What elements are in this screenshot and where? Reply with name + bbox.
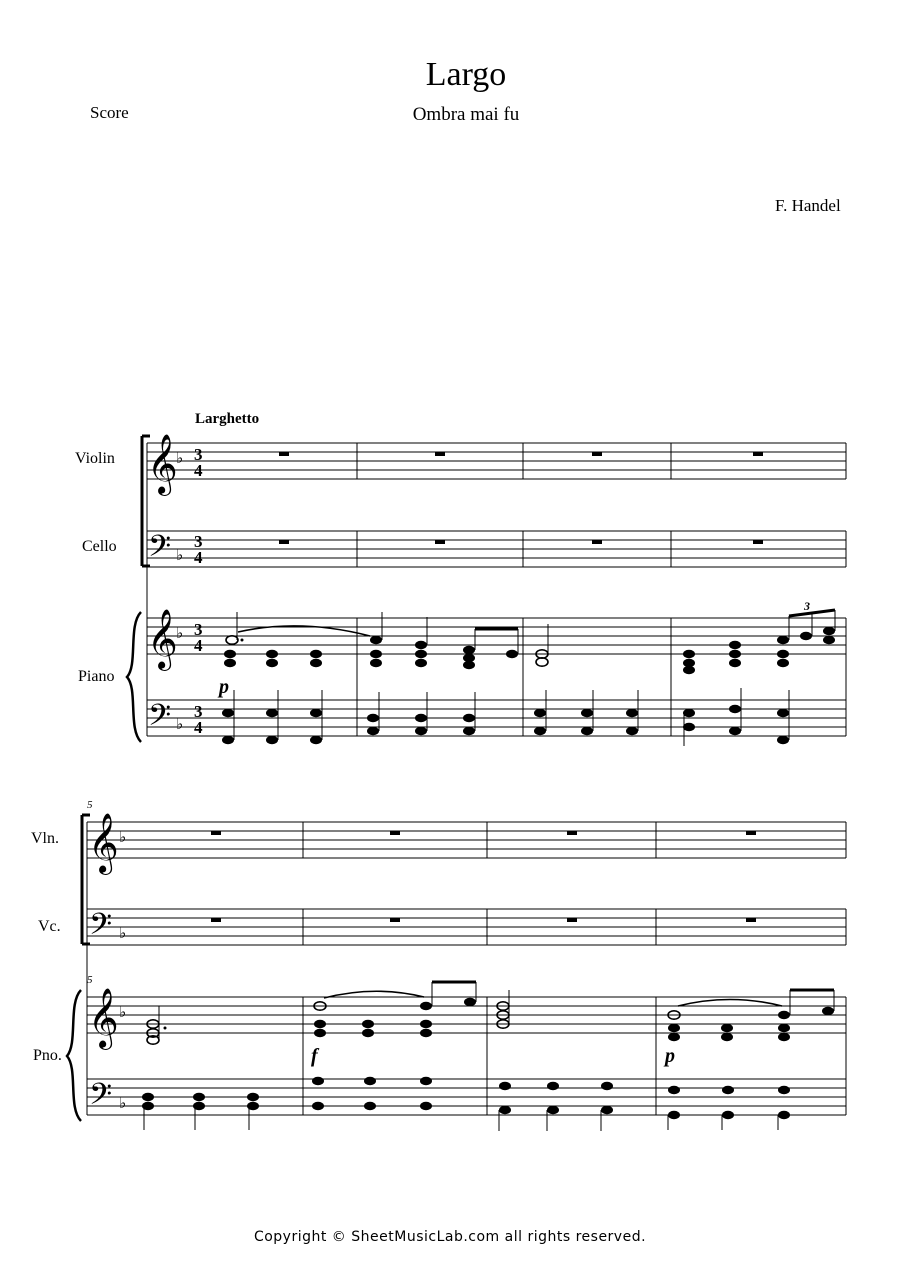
staff-violin: [147, 443, 846, 479]
bass-clef-icon: 𝄢: [89, 1078, 113, 1119]
key-signature-flat: ♭: [176, 449, 184, 467]
piano-bass-notes: [142, 1077, 790, 1131]
svg-text:4: 4: [194, 461, 203, 480]
dynamic-marking: p: [219, 676, 229, 698]
key-signature-flat: ♭: [119, 924, 127, 942]
svg-text:4: 4: [194, 636, 203, 655]
svg-text:4: 4: [194, 548, 203, 567]
score-title: Largo: [425, 56, 507, 93]
tuplet-number: 3: [804, 599, 810, 613]
key-signature-flat: ♭: [119, 828, 127, 846]
key-signature-flat: ♭: [176, 624, 184, 642]
treble-clef-icon: 𝄞: [147, 434, 178, 494]
measure-number: 5: [87, 799, 93, 811]
staff-piano-treble: [147, 618, 846, 654]
piano-brace: [67, 990, 81, 1121]
instrument-label-violin: Violin: [75, 450, 115, 467]
instrument-label-piano: Piano: [78, 668, 115, 685]
key-signature-flat: ♭: [119, 1094, 127, 1112]
measure-rests: [279, 452, 763, 544]
treble-clef-icon: 𝄞: [88, 813, 119, 873]
dynamic-marking: f: [311, 1045, 318, 1067]
piano-brace: [127, 612, 141, 742]
piano-treble-notes: [147, 982, 834, 1044]
staff-violin: [87, 822, 846, 858]
score-subtitle: Ombra mai fu: [412, 104, 520, 125]
score-label: Score: [90, 103, 129, 122]
tempo-marking: Larghetto: [195, 411, 260, 427]
key-signature-flat: ♭: [119, 1003, 127, 1021]
time-signature: [194, 445, 203, 737]
composer-name: F. Handel: [775, 196, 841, 215]
key-signature-flat: ♭: [176, 546, 184, 564]
svg-text:3: 3: [194, 702, 203, 721]
svg-text:4: 4: [194, 718, 203, 737]
instrument-label-piano: Pno.: [33, 1047, 62, 1064]
treble-clef-icon: 𝄞: [147, 609, 178, 669]
bass-clef-icon: 𝄢: [148, 699, 172, 740]
piano-treble-notes: [224, 599, 835, 674]
instrument-label-cello: Vc.: [38, 918, 61, 935]
svg-text:3: 3: [194, 445, 203, 464]
piano-bass-notes: [222, 688, 789, 746]
staff-cello: [87, 909, 846, 945]
measure-number: 5: [87, 974, 93, 986]
bass-clef-icon: 𝄢: [148, 530, 172, 571]
staff-cello: [147, 531, 846, 567]
system-1: [75, 411, 846, 746]
instrument-label-cello: Cello: [82, 538, 117, 555]
key-signature-flat: ♭: [176, 715, 184, 733]
measure-rests: [211, 831, 756, 922]
dynamic-marking: p: [665, 1045, 675, 1067]
instrument-label-violin: Vln.: [31, 830, 59, 847]
treble-clef-icon: 𝄞: [88, 988, 119, 1048]
copyright-notice: Copyright © SheetMusicLab.com all rights reserved.: [253, 1229, 647, 1245]
barlines: [357, 443, 846, 736]
bass-clef-icon: 𝄢: [89, 908, 113, 949]
system-2: [31, 799, 846, 1131]
svg-text:3: 3: [194, 532, 203, 551]
svg-text:3: 3: [194, 620, 203, 639]
barlines: [303, 822, 846, 1115]
